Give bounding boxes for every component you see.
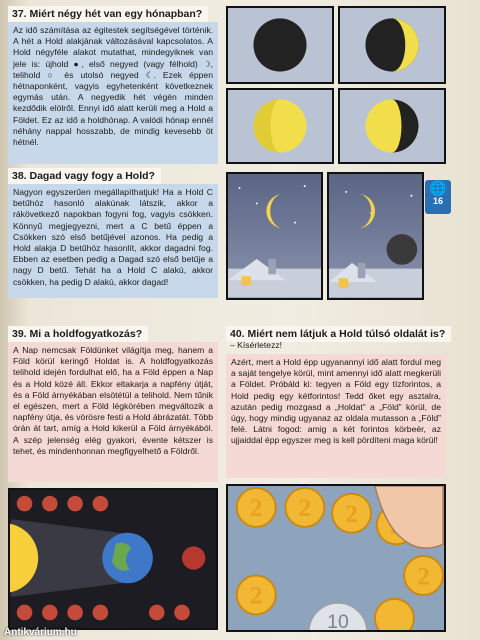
moon-phase-first-quarter [338,6,446,84]
coin-value: 2 [249,494,263,523]
lunar-eclipse-panel [8,488,218,630]
coin-value: 2 [417,562,430,591]
moon-phase-last-quarter [338,88,446,164]
crescent-c-icon [266,194,283,229]
section-39-text: A Nap nemcsak Földünket világítja meg, hanem a Föld körül keringő Holdat is. A holdfogyatkozás telihold idején fordulhat elő, ha a Föld éppen a Nap és a Hold közé áll. Ekkor eltakarja a napfény útját, és a Föld árnyékában elsötétül a telihold. Nem tűnik el egészen, mert a Föld légkörében megváltozik a napfény útja, és vörösre festi a Hold ábrázatát. Több órán át tart, amíg a Hold kikerül a Föld árnyékából. A szép jelenség elég gyakori, évente kétszer is tehet, és mindenhonnan megfigyelhető a Földről. [8,342,218,482]
large-coin-value: 10 [327,611,349,630]
coin-value: 2 [345,500,358,528]
moon-phase-new [226,6,334,84]
earth-icon [102,533,153,584]
section-40-text: Azért, mert a Hold épp ugyanannyi idő alatt fordul meg a saját tengelye körül, mint amennyi idő alatt megkerüli a Földet. Próbáld ki: tegyen a Föld egy tízforintos, a Hold pedig egy kétforintos! Tedd őket egy asztalra, azután pedig mozgasd a „Holdat” a „Föld” körül, de úgy, hogy mindig ugyanaz az oldala mutasson a „Föld” felé. Látni fogod: amig a két forintos körbeér, az ujjaiddal épp egyszer meg is kell pördíteni maga körül! [226,354,446,478]
section-37-heading: 37. Miért négy hét van egy hónapban? [8,6,208,22]
watermark: Antikvárium.hu [4,627,77,638]
section-40-heading: 40. Miért nem látjuk a Hold túlsó oldalát is? [226,326,451,342]
section-37-text: Az idő számítása az égitestek segítségével történik. A hét a Hold alakjának változásával kapcsolatos. A Hold négyféle alakot mutathat, mindegyiknek van jele is: újhold ●, első negyed (vagy félhold) ☽, telihold ○ és utolsó negyed ☾. Ezek éppen hétnaponként, vagyis egyhetenként következnek egymás után. A negyedik hét végén minden kezdődik elölről. Ennyi idő alatt kerüli meg a Hold a Földet. Ez az idő a holdhónap. A valódi hónap ennél néhány nappal hosszabb, de mindig kevesebb öt hétnél. [8,22,218,164]
moon-phase-full [226,88,334,164]
new-moon-icon [253,18,306,71]
globe-icon: 🌐 [429,180,447,196]
section-40-subline: – Kísérletezz! [230,340,283,350]
red-moon-icon [182,546,205,569]
section-39-heading: 39. Mi a holdfogyatkozás? [8,326,148,342]
coin-value: 2 [298,494,312,523]
section-38-text: Nagyon egyszerűen megállapíthatjuk! Ha a Hold C betűhöz hasonló alakúnak látszik, akkor a rákövetkező napokban fogyni fog, vagyis csökken. Könnyű megjegyezni, mert a C betű éppen a Csökken szó első betűjével azonos. Ha pedig a Hold alakja D betűhöz hasonlít, akkor dagadni fog. Ebben az esetben pedig a Dagad szó első betűje a nagy D betű. Tehát ha a Hold C alakú, akkor csökken, ha pedig D alakú, akkor dagad! [8,184,218,298]
crescent-sky-panel-d [327,172,424,300]
chapter-tab [425,180,451,214]
chapter-number: 16 [432,196,443,206]
crescent-sky-panel-c [226,172,323,300]
crescent-d-icon [358,194,375,229]
coin-value: 2 [249,581,263,610]
section-38-heading: 38. Dagad vagy fogy a Hold? [8,168,161,184]
coins-panel [226,484,446,632]
